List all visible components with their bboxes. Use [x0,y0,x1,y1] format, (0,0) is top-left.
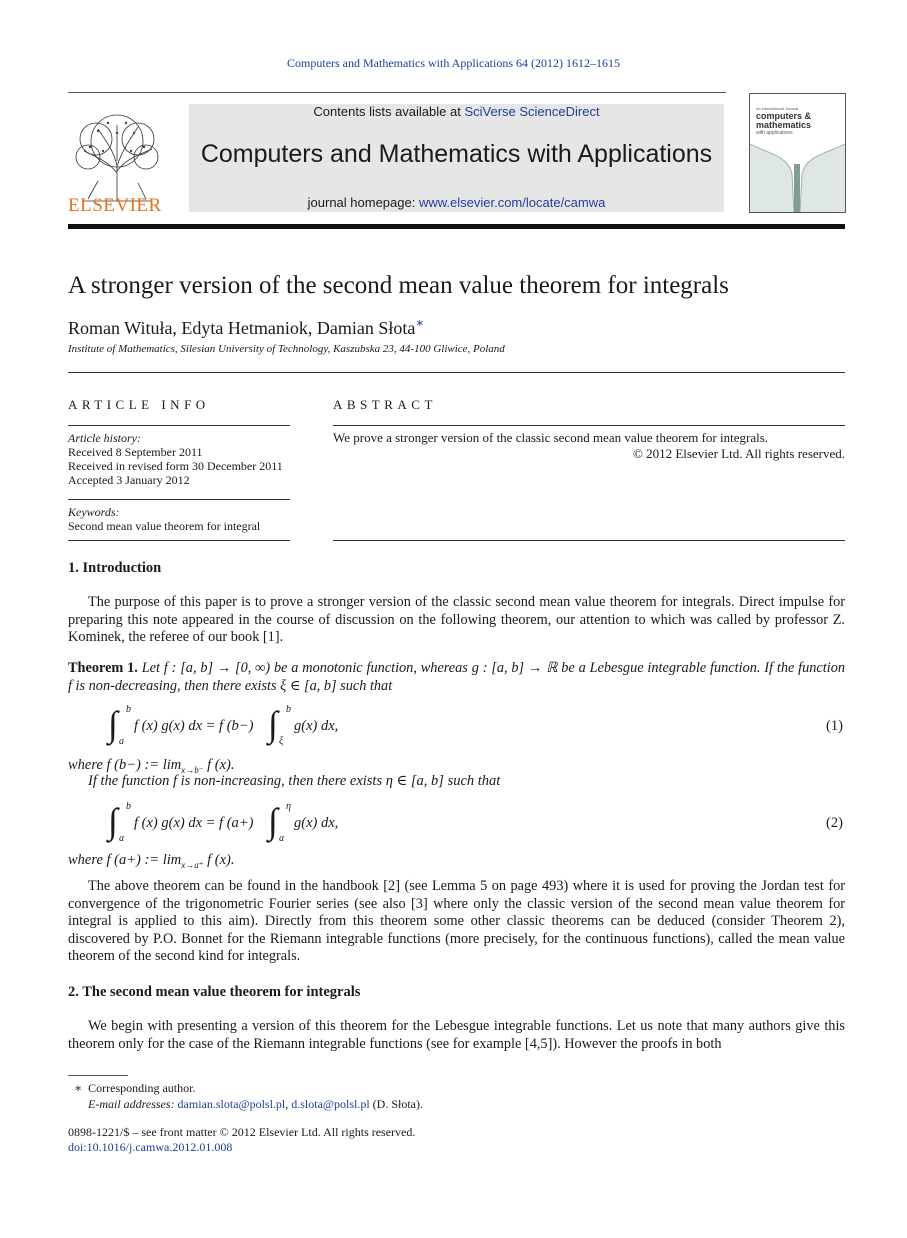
article-info-rule [68,425,290,426]
sciencedirect-link[interactable]: SciVerse ScienceDirect [464,104,600,119]
email-link-1[interactable]: damian.slota@polsl.pl [177,1097,286,1111]
article-info-heading: ARTICLE INFO [68,397,210,412]
received-date: Received 8 September 2011 [68,445,203,459]
equation-1-rhs: g(x) dx, [294,718,339,734]
section-1-heading: 1. Introduction [68,560,162,576]
cover-line-2: computers & [756,111,812,121]
cover-graphic [750,144,845,212]
revised-date: Received in revised form 30 December 2011 [68,459,283,473]
journal-title: Computers and Mathematics with Applications [200,140,713,168]
email-label: E-mail addresses: [88,1097,178,1111]
section-2-heading: 2. The second mean value theorem for integrals [68,984,361,1000]
where-2-end: f (x). [203,852,235,868]
where-clause-2 [68,852,235,871]
integral-sign: ∫ [108,704,118,744]
author-list [68,315,424,339]
theorem-1-label: Theorem 1. [68,660,138,676]
publisher-wordmark: ELSEVIER [68,195,162,216]
affiliation: Institute of Mathematics, Silesian University of Technology, Kaszubska 23, 44-100 Gliwice, Poland [68,343,505,355]
section-1-paragraph-1 [68,594,845,647]
abstract-copyright: © 2012 Elsevier Ltd. All rights reserved. [632,446,845,461]
masthead-rule [68,224,845,229]
keywords [68,505,293,533]
equation-2-rhs: g(x) dx, [294,815,339,831]
footnote-rule [68,1075,128,1076]
cover-line-1: An International Journal [756,106,799,111]
accepted-date: Accepted 3 January 2012 [68,473,190,487]
history-label: Article history: [68,431,141,445]
abstract-rule [333,425,845,426]
where-2-text: where f (a+) := lim [68,852,182,868]
lower-limit: a [279,833,284,844]
title-rule [68,372,845,373]
equation-2-number: (2) [826,815,843,831]
article-title: A stronger version of the second mean value theorem for integrals [68,272,729,299]
homepage-link[interactable]: www.elsevier.com/locate/camwa [418,195,606,210]
where-2-subscript: x→a⁺ [181,859,204,870]
theorem-1-text: Let f : [a, b] → [0, ∞) be a monotonic function, whereas g : [a, b] → ℝ be a Lebesgue integrable function. If the function f is non-decreasing, then there exists ξ ∈ [a, b] such that [68,660,846,694]
keywords-bottom-rule [68,540,290,541]
lower-limit: a [119,833,124,844]
homepage-line [189,195,724,210]
equation-1-lhs: f (x) g(x) dx = f (b−) [134,718,254,734]
abstract-text: We prove a stronger version of the classic second mean value theorem for integrals. [333,430,769,445]
equation-1-number: (1) [826,718,843,734]
theorem-1-text-2: If the function f is non-increasing, then there exists η ∈ [a, b] such that [88,773,501,789]
footnote-corresponding [74,1081,195,1095]
paragraph-text: The purpose of this paper is to prove a stronger version of the classic second mean value theorem for integrals. Direct impulse for preparing this note appeared in the course of discussion on the following theorem, our attention to which was called by professor Z. Kominek, the referee of our book [1]. [68,594,845,645]
issn-line: 0898-1221/$ – see front matter © 2012 Elsevier Ltd. All rights reserved. [68,1125,416,1139]
section-2-paragraph-1 [68,1018,845,1053]
homepage-prefix: journal homepage: [307,195,419,210]
upper-limit: b [126,801,131,812]
keyword-item: Second mean value theorem for integral [68,519,261,533]
article-history [68,431,293,487]
cover-line-4: with applications [756,130,793,136]
doi-link[interactable]: doi:10.1016/j.camwa.2012.01.008 [68,1140,233,1154]
paragraph-text: The above theorem can be found in the handbook [2] (see Lemma 5 on page 493) where it is used for proving the Jordan test for convergence of the trigonometric Fourier series (see also [3] where only the classic version of the second mean value theorem for integral is applied to this aim). Directly from this theorem some other classic theorems can be deduced (consider Theorem 2), discovered by P.O. Bonnet for the Riemann integrable functions (more precisely, for the continuous functions), called the mean value theorem of the second kind for integrals. [68,878,845,964]
email-separator: , [285,1097,292,1111]
section-1-paragraph-2 [68,878,845,966]
corresponding-author-note: Corresponding author. [88,1081,196,1095]
paragraph-text: We begin with presenting a version of this theorem for the Lebesgue integrable functions. Let us note that many authors give this theorem only for the case of the Riemann integrable functions (see for example [4,5]). However the proofs in both [68,1018,845,1052]
where-1-subscript: x→b⁻ [181,764,204,775]
upper-limit: b [126,704,131,715]
keywords-rule [68,499,290,500]
corresponding-author-mark[interactable]: ∗ [415,315,425,330]
abstract-heading: ABSTRACT [333,397,437,412]
lower-limit: a [119,736,124,747]
equation-2-lhs: f (x) g(x) dx = f (a+) [134,815,254,831]
integral-sign: ∫ [268,704,278,744]
footnote-emails [88,1097,423,1111]
contents-prefix: Contents lists available at [313,104,465,119]
theorem-1 [68,660,845,695]
upper-limit: η [286,801,291,812]
journal-cover [749,93,846,213]
integral-sign: ∫ [108,801,118,841]
lower-limit: ξ [279,736,284,747]
equation-1 [108,704,508,750]
top-rule [68,92,726,93]
running-head: Computers and Mathematics with Applications 64 (2012) 1612–1615 [287,56,620,70]
email-link-2[interactable]: d.slota@polsl.pl [291,1097,370,1111]
upper-limit: b [286,704,291,715]
contents-line [189,104,724,119]
where-1-text: where f (b−) := lim [68,757,182,773]
keywords-label: Keywords: [68,505,120,519]
authors: Roman Wituła, Edyta Hetmaniok, Damian Słota [68,318,416,338]
equation-2 [108,801,508,847]
email-owner: (D. Słota). [369,1097,423,1111]
abstract-bottom-rule [333,540,845,541]
cover-line-3: mathematics [756,120,812,130]
abstract-body [333,430,845,462]
where-1-end: f (x). [203,757,235,773]
footnote-mark: ∗ [74,1081,83,1095]
integral-sign: ∫ [268,801,278,841]
